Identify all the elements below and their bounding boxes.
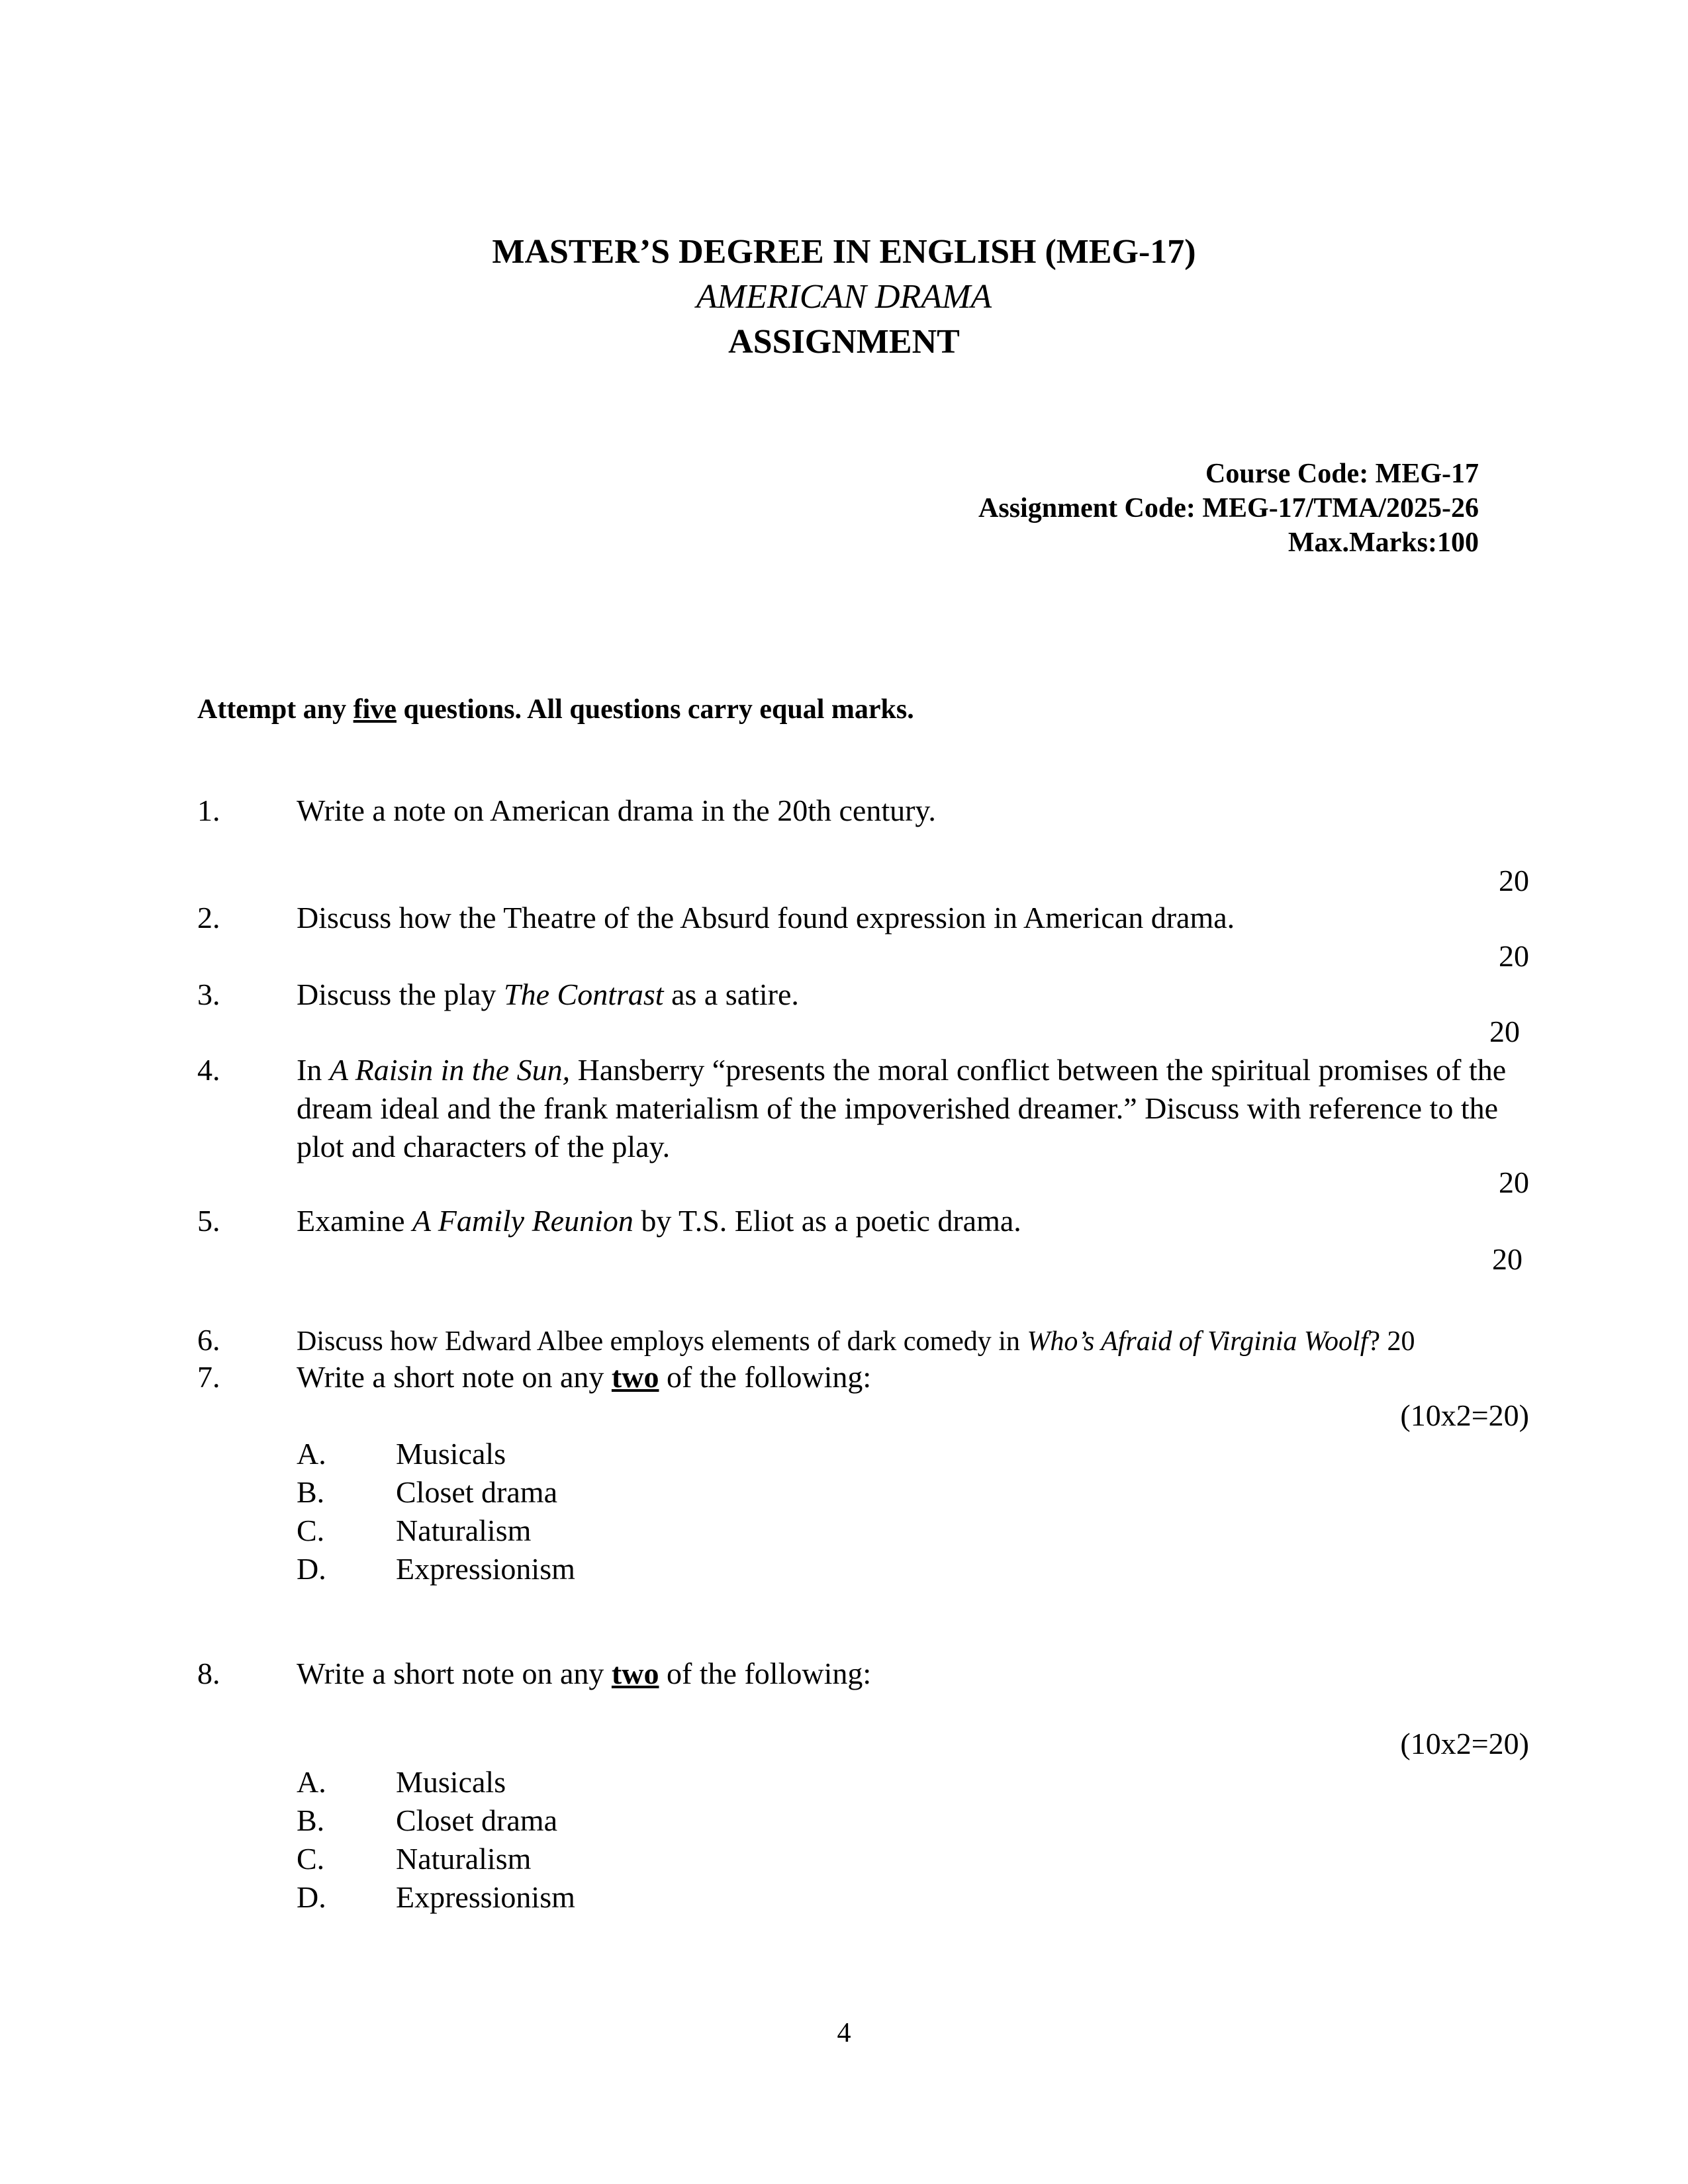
question-text-post: by T.S. Eliot as a poetic drama. — [633, 1204, 1021, 1238]
option-letter: C. — [297, 1514, 325, 1547]
question-number: 8. — [197, 1657, 220, 1690]
question-text — [297, 1202, 1528, 1240]
option-letter: A. — [297, 1437, 326, 1471]
course-code: Course Code: MEG-17 — [1205, 459, 1479, 489]
question-marks: 20 — [1499, 1165, 1529, 1199]
option-letter: C. — [297, 1842, 325, 1876]
play-title: The Contrast — [504, 978, 664, 1011]
course-name: AMERICAN DRAMA — [696, 278, 992, 316]
question-text-post: Hansberry “presents the moral conflict between the spiritual promises of the dream ideal and the frank materialism of the impoverished dreamer.” Discuss with reference to the plot and characters of the play. — [297, 1053, 1507, 1163]
play-title: Who’s Afraid of Virginia Woolf — [1027, 1326, 1368, 1357]
question-marks: 20 — [1499, 864, 1529, 897]
question-text — [297, 1051, 1528, 1166]
question-emphasis: two — [611, 1360, 659, 1394]
instructions — [197, 694, 914, 725]
option-letter: A. — [297, 1765, 326, 1799]
instructions-pre: Attempt any — [197, 694, 353, 725]
question-text-pre: Examine — [297, 1204, 412, 1238]
document-title: MASTER’S DEGREE IN ENGLISH (MEG-17) — [492, 233, 1196, 271]
question-marks: (10x2=20) — [1400, 1727, 1529, 1760]
option-text: Naturalism — [396, 1514, 532, 1547]
question-text-post: of the following: — [659, 1657, 872, 1690]
question-number: 2. — [197, 901, 220, 934]
option-text: Closet drama — [396, 1803, 557, 1837]
question-text-pre: Discuss how Edward Albee employs elements of dark comedy in — [297, 1326, 1027, 1357]
assignment-code: Assignment Code: MEG-17/TMA/2025-26 — [978, 493, 1479, 523]
max-marks: Max.Marks:100 — [1288, 527, 1479, 558]
question-text-post: as a satire. — [663, 978, 799, 1011]
option-text: Closet drama — [396, 1475, 557, 1509]
document-type: ASSIGNMENT — [728, 323, 960, 361]
option-letter: B. — [297, 1803, 325, 1837]
option-text: Musicals — [396, 1765, 506, 1799]
question-text — [297, 1655, 1528, 1693]
question-number: 5. — [197, 1204, 220, 1238]
question-number: 6. — [197, 1323, 220, 1357]
question-text — [297, 1358, 1528, 1396]
question-text: Discuss how the Theatre of the Absurd found expression in American drama. — [297, 901, 1235, 934]
play-title: A Family Reunion — [412, 1204, 633, 1238]
option-text: Musicals — [396, 1437, 506, 1471]
question-text-post: of the following: — [659, 1360, 872, 1394]
option-letter: B. — [297, 1475, 325, 1509]
question-number: 1. — [197, 794, 220, 827]
question-number: 7. — [197, 1360, 220, 1394]
question-text-pre: Write a short note on any — [297, 1360, 612, 1394]
question-text — [297, 976, 1528, 1014]
question-marks: 20 — [1492, 1242, 1523, 1276]
question-number: 3. — [197, 978, 220, 1011]
question-text-post: ? 20 — [1368, 1326, 1415, 1357]
option-letter: D. — [297, 1552, 326, 1586]
option-text: Naturalism — [396, 1842, 532, 1876]
question-text-pre: Discuss the play — [297, 978, 504, 1011]
question-marks: 20 — [1489, 1015, 1520, 1048]
option-text: Expressionism — [396, 1880, 575, 1914]
question-number: 4. — [197, 1053, 220, 1087]
option-letter: D. — [297, 1880, 326, 1914]
page-number: 4 — [837, 2018, 851, 2048]
question-marks: (10x2=20) — [1400, 1398, 1529, 1432]
instructions-emphasis: five — [353, 694, 397, 725]
play-title: A Raisin in the Sun, — [329, 1053, 571, 1087]
question-text — [297, 1322, 1554, 1361]
question-text-pre: Write a short note on any — [297, 1657, 612, 1690]
question-marks: 20 — [1499, 939, 1529, 973]
question-text-pre: In — [297, 1053, 330, 1087]
instructions-post: questions. All questions carry equal marks. — [396, 694, 914, 725]
question-emphasis: two — [611, 1657, 659, 1690]
question-text: Write a note on American drama in the 20th century. — [297, 794, 936, 827]
option-text: Expressionism — [396, 1552, 575, 1586]
